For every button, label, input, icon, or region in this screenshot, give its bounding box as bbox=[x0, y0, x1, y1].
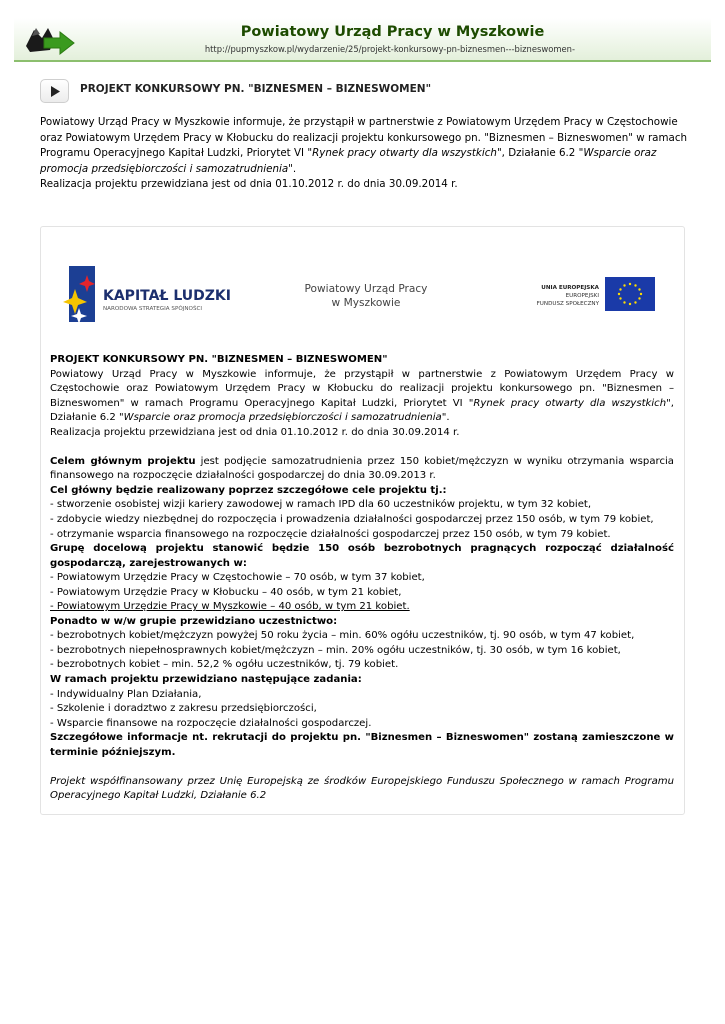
list-item: - Powiatowym Urzędzie Pracy w Myszkowie – 40 osób, w tym 21 kobiet. bbox=[50, 601, 410, 613]
recruitment-details: Szczegółowe informacje nt. rekrutacji do projektu pn. "Biznesmen – Bizneswomen" zostaną zamieszczone w terminie późniejszym. bbox=[50, 732, 674, 758]
eu-line3: FUNDUSZ SPOŁECZNY bbox=[536, 301, 599, 307]
intro-text: ", Działanie 6.2 " bbox=[496, 147, 584, 159]
partner-logos-banner bbox=[55, 258, 670, 340]
pup-banner-line1: Powiatowy Urząd Pracy bbox=[304, 283, 428, 295]
content-italic-action: Wsparcie oraz promocja przedsiębiorczości i samozatrudnienia bbox=[123, 412, 442, 424]
article-content bbox=[50, 353, 674, 804]
site-title[interactable]: Powiatowy Urząd Pracy w Myszkowie bbox=[240, 24, 545, 40]
list-item: - stworzenie osobistej wizji kariery zawodowej w ramach IPD dla 60 uczestników projektu, w tym 32 kobiet, bbox=[50, 499, 592, 511]
list-item: - bezrobotnych niepełnosprawnych kobiet/mężczyzn – min. 20% ogółu uczestników, tj. 30 osób, w tym 16 kobiet, bbox=[50, 644, 621, 656]
content-dates: Realizacja projektu przewidziana jest od dnia 01.10.2012 r. do dnia 30.09.2014 r. bbox=[50, 426, 460, 438]
content-paragraph bbox=[50, 368, 674, 426]
header-divider bbox=[14, 60, 711, 62]
content-italic-priority: Rynek pracy otwarty dla wszystkich bbox=[473, 397, 667, 409]
article-intro bbox=[40, 115, 690, 193]
intro-dates: Realizacja projektu przewidziana jest od dnia 01.10.2012 r. do dnia 30.09.2014 r. bbox=[40, 178, 458, 190]
also-heading: Ponadto w w/w grupie przewidziano uczestnictwo: bbox=[50, 615, 338, 627]
cofinance-note: Projekt współfinansowany przez Unię Europejską ze środków Europejskiego Funduszu Społecznego w ramach Programu Operacyjnego Kapitał Ludzki, Działanie 6.2 bbox=[50, 775, 674, 802]
content-text: Powiatowy Urząd Pracy w Myszkowie informuje, że przystąpił w partnerstwie z Powiatowym Urzędem Pracy w Częstochowie oraz Powiatowym Urzędem Pracy w Kłobucku do realizacji projektu konkursowego pn. "Biznesmen – Bizneswomen" w ramach Programu Operacyjnego Kapitał Ludzki, Priorytet VI " bbox=[50, 368, 674, 409]
article-title: PROJEKT KONKURSOWY PN. "BIZNESMEN – BIZNESWOMEN" bbox=[80, 83, 432, 95]
list-item: - zdobycie wiedzy niezbędnej do rozpoczęcia i prowadzenia działalności gospodarczej przez 150 osób, w tym 79 kobiet, bbox=[50, 513, 654, 525]
target-heading: Grupę docelową projektu stanowić będzie 150 osób bezrobotnych pragnących rozpocząć działalność gospodarczą, zarejestrowanych w: bbox=[50, 543, 674, 569]
pup-banner-line2: w Myszkowie bbox=[331, 297, 401, 309]
article-arrow-button[interactable] bbox=[40, 79, 69, 103]
eu-flag-icon bbox=[605, 277, 655, 311]
page-url: http://pupmyszkow.pl/wydarzenie/25/projekt-konkursowy-pn-biznesmen---bizneswomen- bbox=[204, 44, 575, 54]
list-item: - Wsparcie finansowe na rozpoczęcie działalności gospodarczej. bbox=[50, 717, 372, 729]
main-goal bbox=[50, 455, 674, 484]
intro-text: Powiatowy Urząd Pracy w Myszkowie informuje, że przystąpił w partnerstwie z Powiatowym Urzędem Pracy w Częstochowie oraz Powiatowym Urzędem Pracy w Kłobucku do realizacji projektu konkursowego pn. "Biznesmen – Bizneswomen" w ramach Programu Operacyjnego Kapitał Ludzki, Priorytet VI " bbox=[40, 116, 688, 159]
content-text: ", Działanie 6.2 " bbox=[50, 397, 674, 424]
kapital-ludzki-logo bbox=[63, 266, 231, 324]
list-item: - Szkolenie i doradztwo z zakresu przedsiębiorczości, bbox=[50, 703, 317, 715]
intro-italic-priority: Rynek pracy otwarty dla wszystkich bbox=[312, 147, 497, 159]
main-goal-label: Celem głównym projektu bbox=[50, 455, 196, 467]
intro-text: ". bbox=[288, 162, 297, 175]
play-arrow-icon bbox=[50, 85, 61, 98]
kl-subtitle: NARODOWA STRATEGIA SPÓJNOŚCI bbox=[103, 306, 203, 312]
intro-paragraph bbox=[40, 115, 690, 177]
eu-line2: EUROPEJSKI bbox=[565, 293, 599, 299]
goals-heading: Cel główny będzie realizowany poprzez szczegółowe cele projektu tj.: bbox=[50, 484, 447, 496]
eu-line1: UNIA EUROPEJSKA bbox=[541, 285, 599, 291]
list-item: - bezrobotnych kobiet/mężczyzn powyżej 50 roku życia – min. 60% ogółu uczestników, tj. 90 osób, w tym 47 kobiet, bbox=[50, 630, 635, 642]
intro-italic-action: Wsparcie oraz promocja przedsiębiorczości i samozatrudnienia bbox=[40, 147, 657, 175]
list-item: - bezrobotnych kobiet – min. 52,2 % ogółu uczestników, tj. 79 kobiet. bbox=[50, 659, 399, 671]
list-item: - Indywidualny Plan Działania, bbox=[50, 688, 202, 700]
tasks-heading: W ramach projektu przewidziano następujące zadania: bbox=[50, 673, 362, 685]
main-goal-text: jest podjęcie samozatrudnienia przez 150 kobiet/mężczyzn w wyniku otrzymania wsparcia finansowego na rozpoczęcie działalności gospodarczej do dnia 30.09.2013 r. bbox=[50, 455, 674, 482]
content-heading: PROJEKT KONKURSOWY PN. "BIZNESMEN – BIZNESWOMEN" bbox=[50, 354, 388, 365]
eu-logo bbox=[537, 277, 655, 311]
list-item: - Powiatowym Urzędzie Pracy w Częstochowie – 70 osób, w tym 37 kobiet, bbox=[50, 572, 425, 584]
kl-title: KAPITAŁ LUDZKI bbox=[103, 288, 231, 304]
site-logo-icon[interactable] bbox=[24, 24, 76, 56]
list-item: - Powiatowym Urzędzie Pracy w Kłobucku – 40 osób, w tym 21 kobiet, bbox=[50, 586, 402, 598]
content-text: ". bbox=[441, 412, 450, 424]
list-item: - otrzymanie wsparcia finansowego na rozpoczęcie działalności gospodarczej przez 150 osób, w tym 79 kobiet. bbox=[50, 528, 611, 540]
